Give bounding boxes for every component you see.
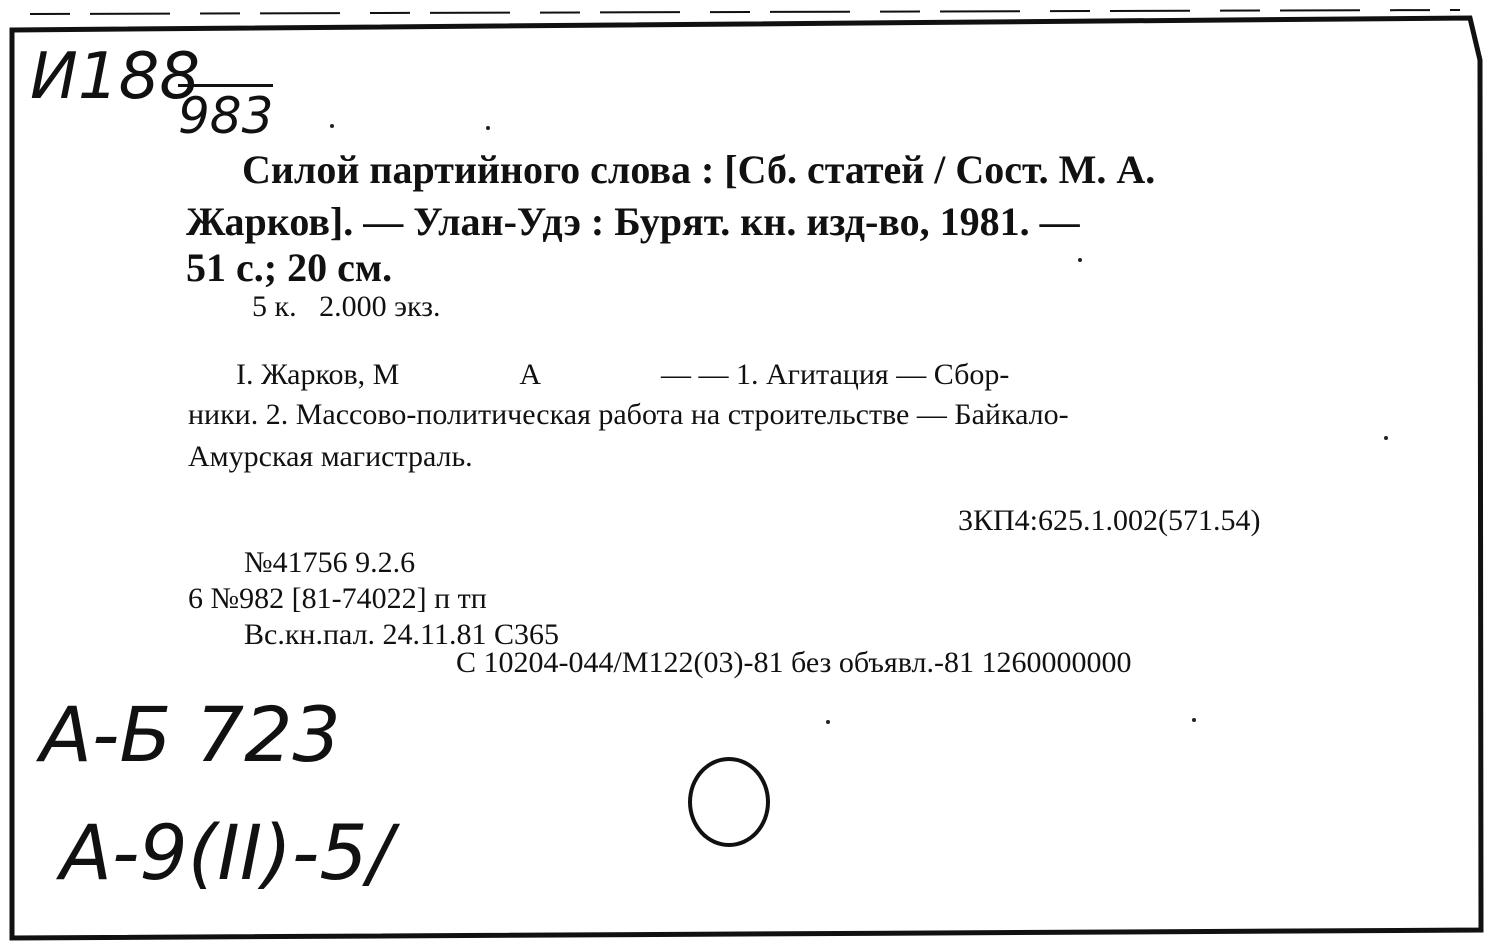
title-line-1: Силой партийного слова : [Сб. статей / Сост. М. А. — [242, 147, 1156, 192]
subject-line-2: ники. 2. Массово-политическая работа на строительстве — Байкало- — [188, 398, 1069, 431]
number-line: №41756 9.2.6 — [244, 546, 416, 579]
speck — [1384, 436, 1388, 440]
title-line-2: Жарков]. — Улан-Удэ : Бурят. кн. изд-во, 1981. — — [186, 199, 1080, 244]
handwritten-call-number: И188 — [30, 40, 201, 114]
price-line: 5 к. 2.000 экз. — [252, 290, 441, 323]
speck — [1192, 718, 1196, 722]
handwritten-inventory-2: А-9(II)-5/ — [60, 808, 394, 897]
speck — [826, 720, 830, 724]
classification-index: 3КП4:625.1.002(571.54) — [958, 504, 1261, 537]
speck — [1078, 258, 1082, 262]
circle-stamp — [688, 757, 770, 847]
speck — [486, 126, 490, 130]
chamber-line: Вс.кн.пал. 24.11.81 С365 — [244, 618, 559, 651]
speck — [330, 124, 334, 128]
subject-line-1: I. Жарков, М А — — 1. Агитация — Сбор- — [236, 358, 1010, 391]
handwritten-subnumber: 983 — [178, 84, 273, 145]
title-line-3: 51 с.; 20 см. — [186, 245, 393, 290]
subject-line-3: Амурская магистраль. — [188, 440, 473, 473]
catalog-line: С 10204-044/М122(03)-81 без объявл.-81 1260000000 — [456, 646, 1132, 679]
order-line: 6 №982 [81-74022] п тп — [188, 582, 487, 615]
handwritten-inventory-1: А-Б 723 — [40, 690, 341, 779]
